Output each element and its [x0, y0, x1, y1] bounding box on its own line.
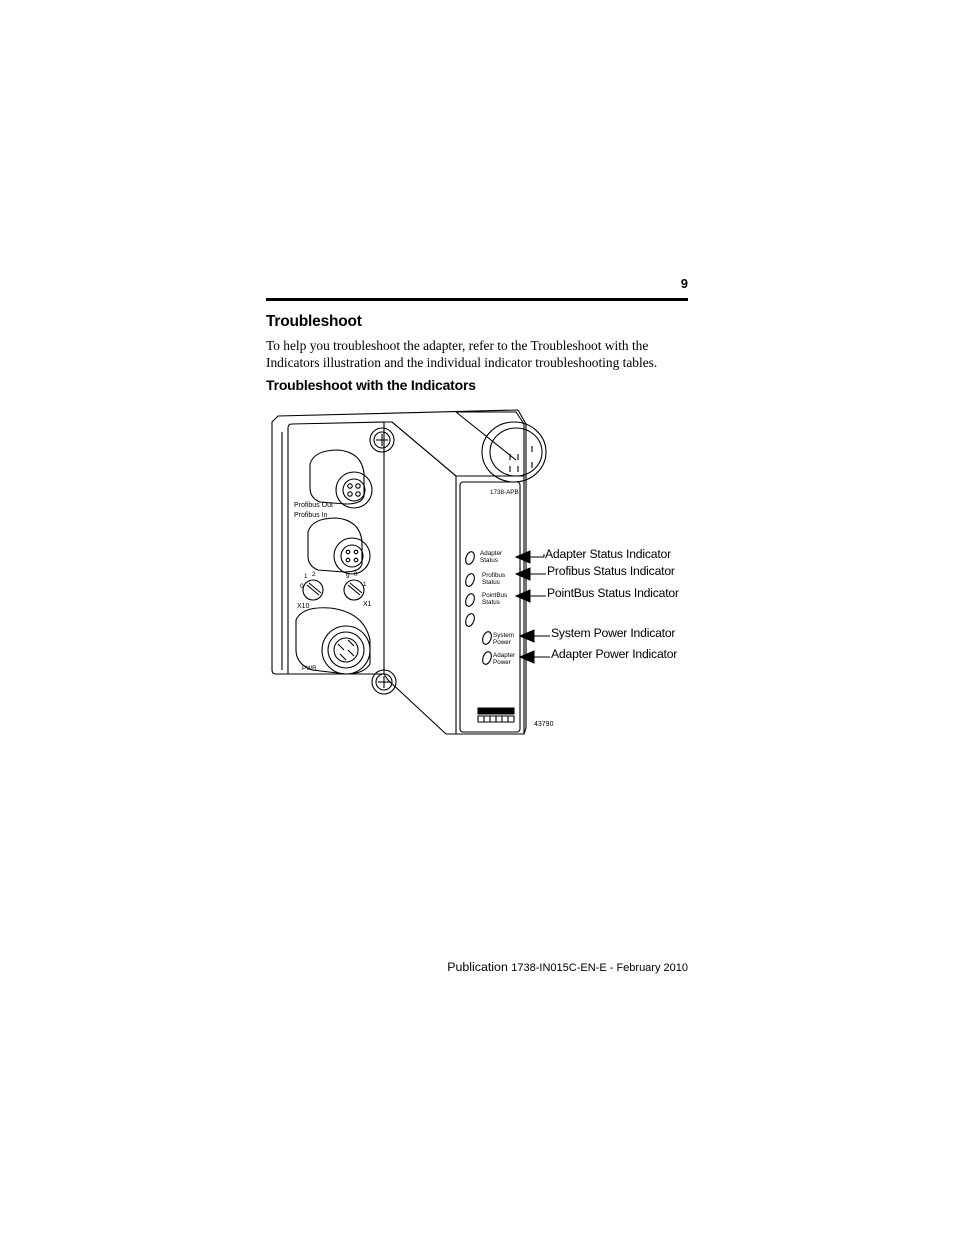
adapter-illustration [266, 402, 696, 747]
svg-text:2: 2 [312, 571, 316, 578]
profibus-out-connector [310, 450, 372, 508]
label-x1: X1 [363, 601, 372, 608]
led-spare [464, 613, 476, 628]
label-profibus-in: Profibus In [294, 512, 328, 519]
label-pointbus-status-2: Status [482, 599, 500, 606]
label-pwr: PWR [302, 665, 317, 672]
bottom-screw-icon [372, 670, 396, 694]
led-profibus-status [464, 573, 476, 588]
callout-profibus-status: Profibus Status Indicator [547, 564, 675, 578]
housing-top [384, 412, 524, 476]
callout-adapter-status: Adapter Status Indicator [545, 547, 671, 561]
footer-label: Publication [447, 960, 508, 974]
figure-number: 43790 [534, 721, 554, 728]
label-profibus-status-1: Profibus [482, 572, 506, 579]
rotary-switch-x1-icon [344, 580, 364, 600]
top-connector [482, 422, 546, 482]
svg-text:0: 0 [354, 571, 358, 578]
label-system-power-1: System [493, 632, 514, 639]
callout-pointbus-status: PointBus Status Indicator [547, 586, 679, 600]
publication-id: 1738-IN015C-EN-E - February 2010 [511, 962, 688, 974]
label-profibus-out: Profibus Out [294, 502, 333, 509]
profibus-logo [478, 708, 514, 722]
label-adapter-status-2: Status [480, 557, 498, 564]
led-pointbus-status [464, 593, 476, 608]
label-pointbus-status-1: PointBus [482, 592, 508, 599]
subsection-heading: Troubleshoot with the Indicators [266, 377, 476, 393]
header-rule [266, 298, 688, 301]
label-model: 1738-APB [490, 489, 519, 496]
intro-paragraph: To help you troubleshoot the adapter, refer to the Troubleshoot with the Indicators illustration and the individual indicator troubleshooting tables. [266, 338, 658, 370]
section-heading: Troubleshoot [266, 313, 362, 330]
label-profibus-status-2: Status [482, 579, 500, 586]
svg-text:1: 1 [363, 581, 367, 588]
profibus-in-connector [308, 518, 370, 574]
label-adapter-power-1: Adapter [493, 652, 516, 659]
svg-text:9: 9 [346, 573, 350, 580]
led-system-power [481, 631, 493, 646]
led-adapter-power [481, 651, 493, 666]
label-adapter-power-2: Power [493, 659, 511, 666]
rotary-switch-x10-icon [303, 580, 323, 600]
indicator-panel [460, 482, 520, 732]
callout-system-power: System Power Indicator [551, 626, 676, 640]
top-screw-icon [370, 428, 394, 452]
svg-text:0: 0 [300, 583, 304, 590]
svg-text:1: 1 [304, 573, 308, 580]
label-adapter-status-1: Adapter [480, 550, 503, 557]
page-number: 9 [680, 276, 688, 291]
label-system-power-2: Power [493, 639, 511, 646]
label-x10: X10 [297, 603, 310, 610]
callout-adapter-power: Adapter Power Indicator [551, 647, 678, 661]
footer [440, 960, 688, 974]
led-adapter-status [464, 551, 476, 566]
